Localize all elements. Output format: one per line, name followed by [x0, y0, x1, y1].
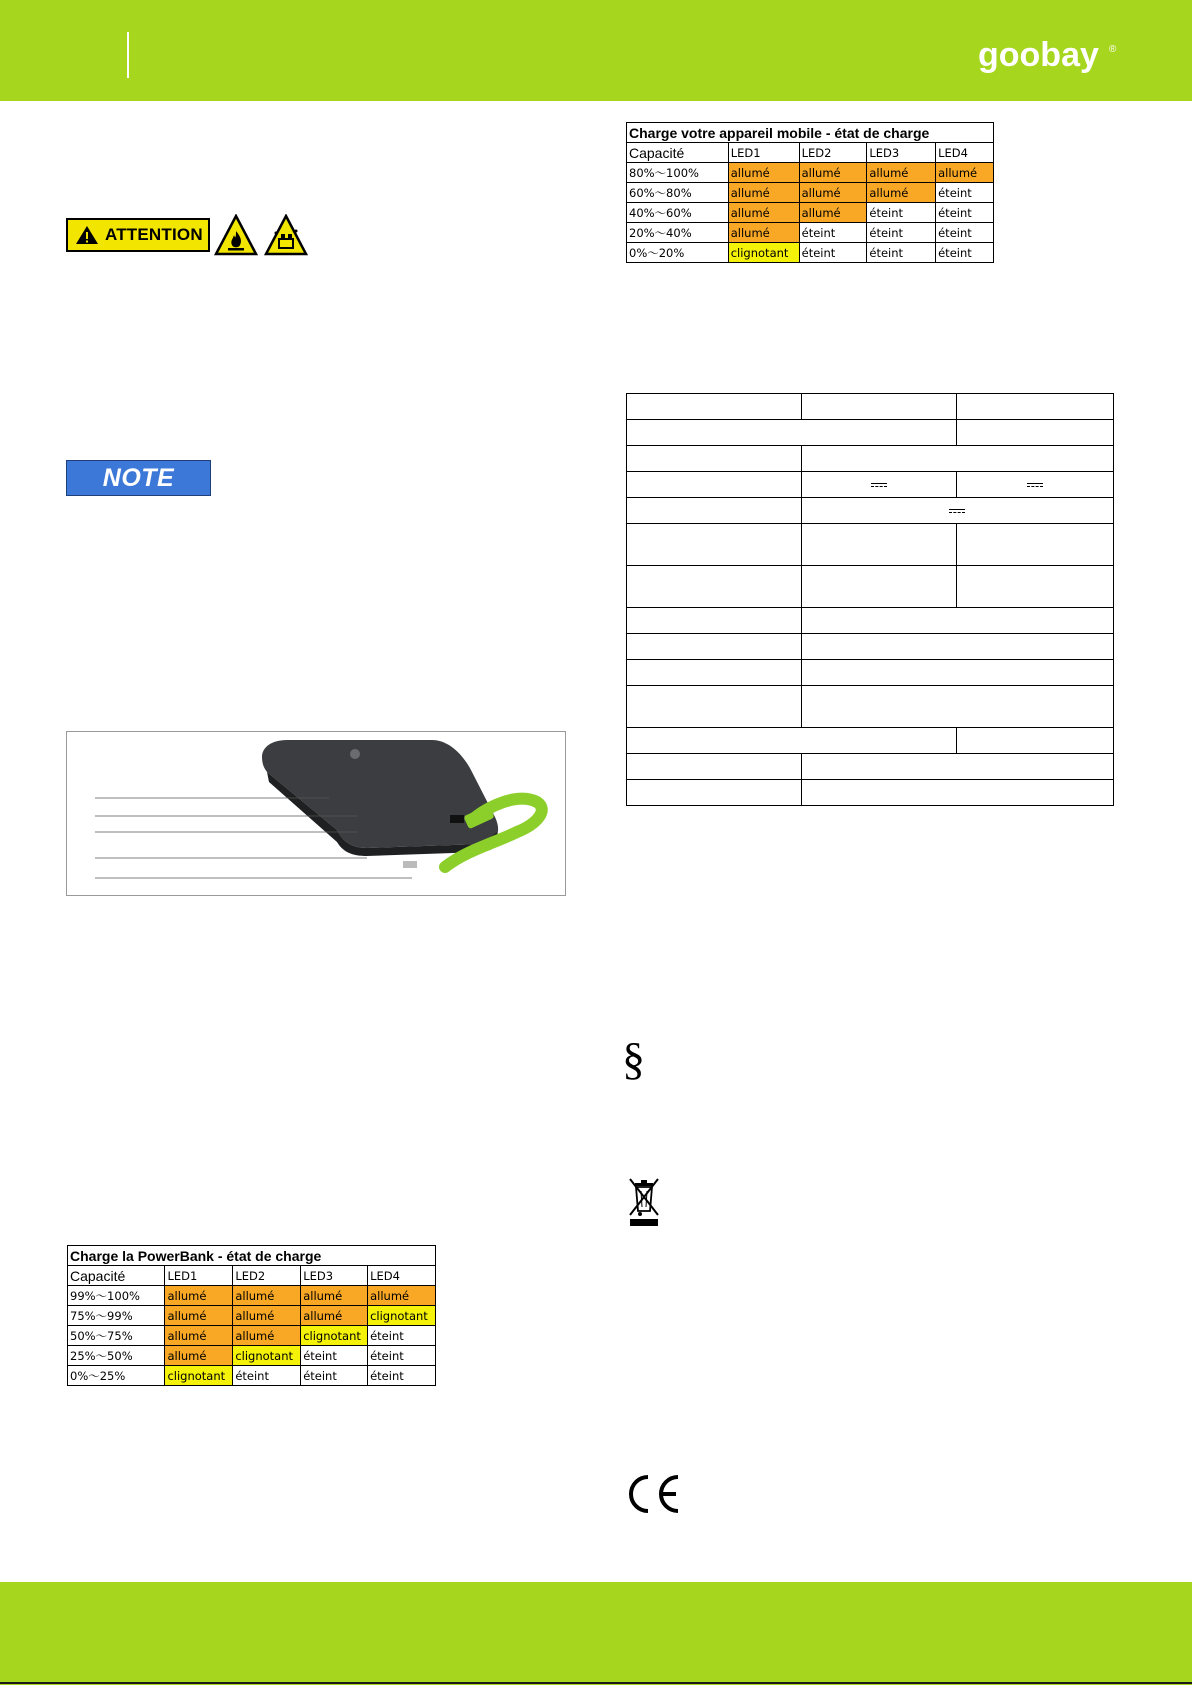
dc-symbol-icon [949, 509, 965, 516]
specifications-table [626, 393, 1114, 806]
dc-symbol-icon [871, 483, 887, 490]
spec-cell [627, 524, 802, 566]
spec-cell [801, 780, 1113, 806]
table-cell: allumé [936, 163, 994, 183]
spec-cell [627, 420, 957, 446]
spec-cell [957, 524, 1114, 566]
spec-cell [801, 686, 1113, 728]
table-cell: clignotant [301, 1326, 368, 1346]
svg-text:goobay: goobay [978, 36, 1099, 74]
table-cell: 99%〜100% [68, 1286, 165, 1306]
powerbank-illustration [67, 732, 565, 895]
table-cell: allumé [728, 223, 799, 243]
table-cell: clignotant [165, 1366, 233, 1386]
table-cell: 50%〜75% [68, 1326, 165, 1346]
table-header: Capacité [627, 143, 729, 163]
corrosive-hazard-icon [264, 214, 308, 256]
spec-cell [801, 472, 957, 498]
table-cell: clignotant [233, 1346, 301, 1366]
table-cell: clignotant [728, 243, 799, 263]
table-cell: allumé [233, 1326, 301, 1346]
spec-cell [627, 728, 957, 754]
spec-cell [801, 634, 1113, 660]
spec-cell [957, 420, 1114, 446]
table-cell: 60%〜80% [627, 183, 729, 203]
spec-cell [627, 394, 802, 420]
table-cell: allumé [799, 203, 867, 223]
table-cell: éteint [233, 1366, 301, 1386]
attention-label [66, 218, 210, 252]
table-cell: éteint [301, 1366, 368, 1386]
table-cell: éteint [301, 1346, 368, 1366]
spec-cell [627, 446, 802, 472]
spec-cell [957, 566, 1114, 608]
table-header: LED3 [867, 143, 936, 163]
ce-mark [624, 1474, 684, 1514]
table-cell: éteint [867, 203, 936, 223]
spec-cell [627, 780, 802, 806]
spec-cell [801, 524, 957, 566]
note-label: NOTE [66, 460, 211, 496]
table-header: LED2 [799, 143, 867, 163]
table-cell: éteint [936, 223, 994, 243]
spec-cell [957, 728, 1114, 754]
table-cell: allumé [728, 183, 799, 203]
flammable-hazard-icon [214, 214, 258, 256]
product-image-frame [66, 731, 566, 896]
footer-bar [0, 1582, 1192, 1685]
table-cell: allumé [728, 203, 799, 223]
table-cell: 80%〜100% [627, 163, 729, 183]
spec-cell [801, 660, 1113, 686]
spec-cell [627, 754, 802, 780]
spec-cell [801, 608, 1113, 634]
spec-cell [957, 472, 1114, 498]
spec-cell [627, 634, 802, 660]
spec-cell [627, 660, 802, 686]
table-cell: 0%〜20% [627, 243, 729, 263]
table-cell: allumé [165, 1346, 233, 1366]
spec-cell [801, 498, 1113, 524]
table-cell: éteint [368, 1346, 436, 1366]
warning-icon [75, 225, 99, 245]
section-symbol: § [622, 1033, 645, 1084]
table-cell: éteint [799, 223, 867, 243]
table-cell: 0%〜25% [68, 1366, 165, 1386]
spec-cell [627, 498, 802, 524]
svg-text:®: ® [1109, 44, 1117, 55]
powerbank-charge-table [67, 1245, 436, 1386]
spec-cell [801, 394, 957, 420]
spec-cell [627, 608, 802, 634]
table-cell: éteint [368, 1326, 436, 1346]
table-cell: allumé [301, 1306, 368, 1326]
table-cell: clignotant [368, 1306, 436, 1326]
table-title: Charge la PowerBank - état de charge [68, 1246, 436, 1266]
spec-cell [957, 394, 1114, 420]
spec-cell [627, 472, 802, 498]
table-header: LED4 [368, 1266, 436, 1286]
table-cell: allumé [799, 163, 867, 183]
dc-symbol-icon [1027, 483, 1043, 490]
table-cell: éteint [936, 243, 994, 263]
spec-cell [627, 686, 802, 728]
table-cell: allumé [233, 1306, 301, 1326]
table-cell: éteint [936, 203, 994, 223]
spec-cell [801, 566, 957, 608]
spec-cell [801, 446, 1113, 472]
weee-crossed-bin-icon [627, 1177, 661, 1227]
table-cell: allumé [799, 183, 867, 203]
table-cell: 25%〜50% [68, 1346, 165, 1366]
device-charge-table [626, 122, 994, 263]
table-cell: 20%〜40% [627, 223, 729, 243]
table-cell: 75%〜99% [68, 1306, 165, 1326]
table-header: LED1 [728, 143, 799, 163]
table-cell: éteint [936, 183, 994, 203]
table-cell: allumé [165, 1306, 233, 1326]
spec-cell [627, 566, 802, 608]
table-header: LED1 [165, 1266, 233, 1286]
table-cell: éteint [799, 243, 867, 263]
spec-cell [801, 754, 1113, 780]
table-cell: allumé [368, 1286, 436, 1306]
table-cell: allumé [867, 183, 936, 203]
table-header: LED3 [301, 1266, 368, 1286]
table-cell: éteint [867, 223, 936, 243]
table-cell: allumé [165, 1326, 233, 1346]
table-header: LED2 [233, 1266, 301, 1286]
goobay-logo [978, 36, 1118, 76]
table-cell: allumé [233, 1286, 301, 1306]
table-cell: allumé [728, 163, 799, 183]
table-header: Capacité [68, 1266, 165, 1286]
table-cell: allumé [301, 1286, 368, 1306]
table-header: LED4 [936, 143, 994, 163]
table-cell: allumé [867, 163, 936, 183]
table-cell: 40%〜60% [627, 203, 729, 223]
table-cell: allumé [165, 1286, 233, 1306]
table-cell: éteint [368, 1366, 436, 1386]
footer-line [0, 1682, 1192, 1684]
table-title: Charge votre appareil mobile - état de charge [627, 123, 994, 143]
header-divider [127, 32, 129, 78]
table-cell: éteint [867, 243, 936, 263]
attention-text: ATTENTION [105, 225, 203, 244]
